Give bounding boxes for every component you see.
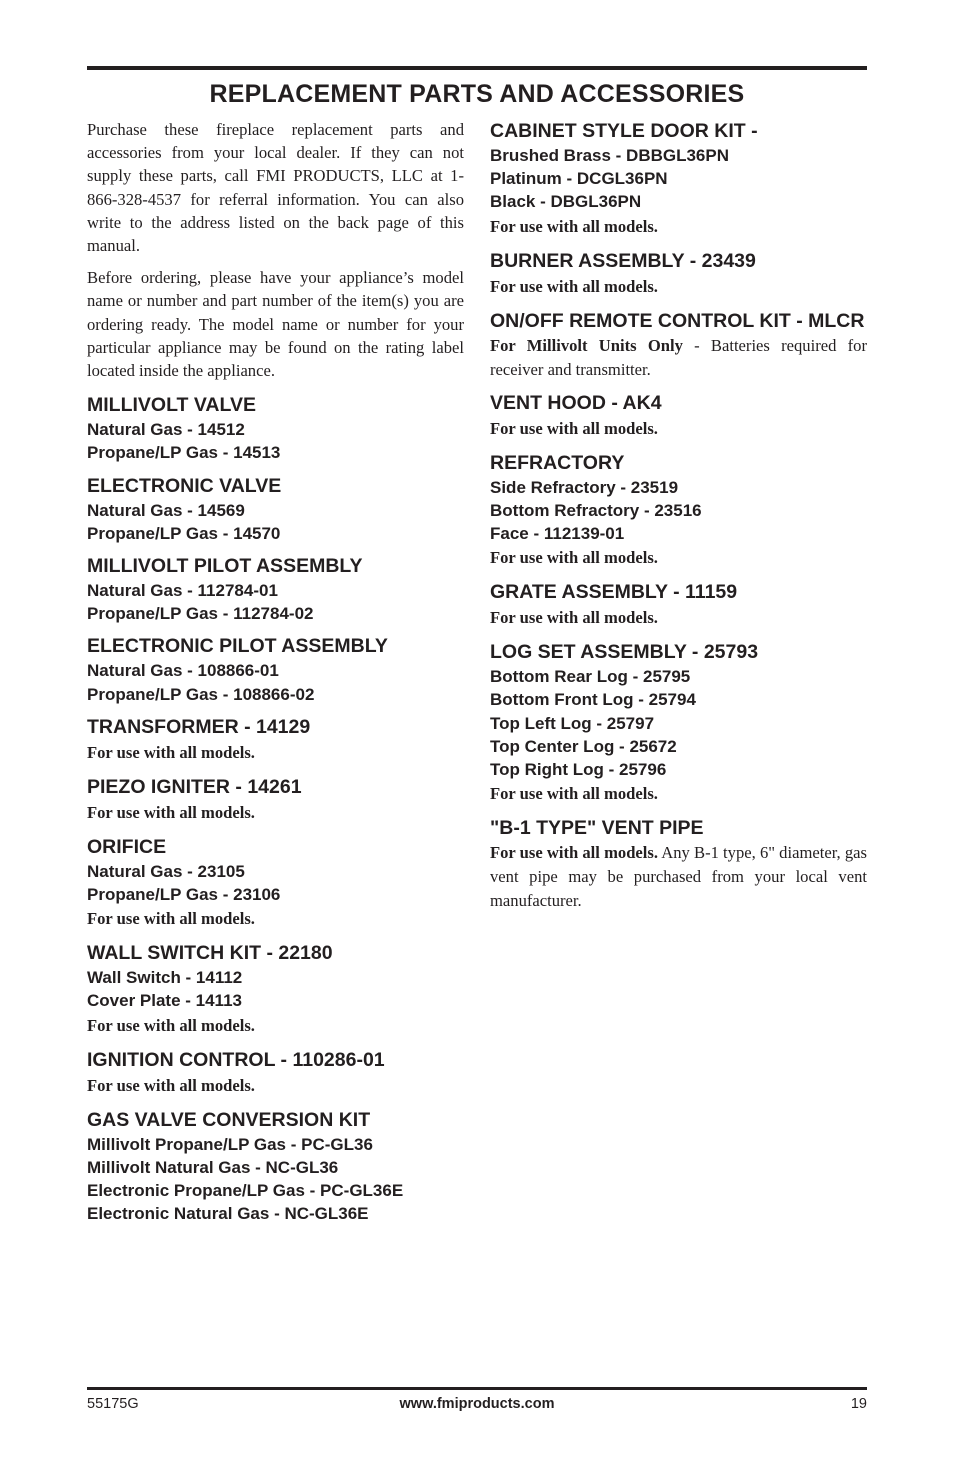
part-number-line: Propane/LP Gas - 108866-02 [87, 684, 315, 704]
part-number-line: Black - DBGL36PN [490, 192, 642, 212]
section-title: PIEZO IGNITER - 14261 [87, 775, 302, 798]
section-title: CABINET STYLE DOOR KIT - [490, 120, 758, 142]
part-number-line: Natural Gas - 112784-01 [87, 581, 278, 601]
usage-note: For use with all models. [490, 784, 658, 804]
section-title: WALL SWITCH KIT - 22180 [87, 942, 333, 965]
part-section [490, 390, 867, 442]
footer-rule [87, 1387, 867, 1390]
description-emphasis: For use with all models. [490, 843, 659, 863]
part-section [87, 774, 464, 826]
part-section [490, 815, 867, 913]
part-number-line: Top Right Log - 25796 [490, 760, 667, 780]
page-title: REPLACEMENT PARTS AND ACCESSORIES [209, 80, 745, 108]
intro-paragraph-1: Purchase these fireplace replacement parts and accessories from your local dealer. If they can not supply these parts, call FMI PRODUCTS, LLC at 1-866-328-4537 for referral information. You can also write to the address listed on the back page of this manual. [87, 120, 464, 256]
usage-note: For use with all models. [490, 548, 658, 568]
section-title: GAS VALVE CONVERSION KIT [87, 1108, 371, 1131]
page-number: 19 [850, 1396, 867, 1412]
section-title: TRANSFORMER - 14129 [87, 715, 311, 738]
part-section [87, 1047, 464, 1099]
part-number-line: Electronic Natural Gas - NC-GL36E [87, 1204, 369, 1224]
part-number-line: Side Refractory - 23519 [490, 477, 679, 497]
part-section [87, 1107, 464, 1226]
doc-number: 55175G [87, 1396, 139, 1412]
section-title: "B-1 TYPE" VENT PIPE [490, 817, 704, 840]
part-section [490, 308, 867, 382]
right-parts-list [490, 118, 867, 913]
part-number-line: Natural Gas - 14512 [87, 420, 245, 440]
part-section [490, 450, 867, 572]
part-number-line: Natural Gas - 23105 [87, 861, 245, 881]
part-section [87, 553, 464, 625]
usage-note: For use with all models. [490, 276, 658, 296]
section-title: ELECTRONIC PILOT ASSEMBLY [87, 635, 388, 658]
part-number-line: Propane/LP Gas - 14513 [87, 443, 281, 463]
part-section [87, 714, 464, 766]
left-parts-list [87, 392, 464, 1225]
part-number-line: Bottom Refractory - 23516 [490, 500, 702, 520]
section-description [490, 334, 867, 382]
section-description [490, 841, 867, 913]
part-number-line: Propane/LP Gas - 14570 [87, 523, 281, 543]
usage-note: For use with all models. [490, 418, 658, 438]
part-number-line: Natural Gas - 14569 [87, 500, 245, 520]
part-section [87, 834, 464, 932]
section-title: ORIFICE [87, 835, 167, 858]
part-section [490, 118, 867, 240]
usage-note: For use with all models. [87, 1015, 255, 1035]
top-rule [87, 66, 867, 70]
part-number-line: Propane/LP Gas - 23106 [87, 885, 281, 905]
section-title: ELECTRONIC VALVE [87, 474, 282, 497]
part-number-line: Cover Plate - 14113 [87, 991, 242, 1011]
usage-note: For use with all models. [87, 742, 255, 762]
section-title: ON/OFF REMOTE CONTROL KIT - MLCR [490, 309, 865, 332]
section-title: BURNER ASSEMBLY - 23439 [490, 249, 756, 272]
part-number-line: Platinum - DCGL36PN [490, 169, 668, 189]
description-emphasis: For Millivolt Units Only [490, 335, 683, 355]
section-title: MILLIVOLT VALVE [87, 394, 256, 417]
part-number-line: Top Center Log - 25672 [490, 736, 677, 756]
section-title: IGNITION CONTROL - 110286-01 [87, 1048, 385, 1071]
left-column [87, 118, 464, 1225]
part-number-line: Face - 112139-01 [490, 524, 625, 544]
intro-text [87, 118, 464, 382]
page-footer [87, 1396, 867, 1418]
description-text: - Batteries required for receiver and transmitter. [490, 335, 867, 379]
section-title: LOG SET ASSEMBLY - 25793 [490, 641, 759, 664]
part-number-line: Top Left Log - 25797 [490, 713, 655, 733]
website-link[interactable]: www.fmiproducts.com [399, 1396, 555, 1412]
part-section [87, 392, 464, 464]
part-number-line: Millivolt Propane/LP Gas - PC-GL36 [87, 1134, 373, 1154]
usage-note: For use with all models. [87, 1075, 255, 1095]
section-title: MILLIVOLT PILOT ASSEMBLY [87, 555, 363, 578]
usage-note: For use with all models. [87, 802, 255, 822]
part-number-line: Propane/LP Gas - 112784-02 [87, 604, 314, 624]
right-column [490, 118, 867, 913]
part-number-line: Natural Gas - 108866-01 [87, 661, 279, 681]
part-section [87, 473, 464, 545]
section-title: VENT HOOD - AK4 [490, 391, 662, 414]
part-number-line: Brushed Brass - DBBGL36PN [490, 146, 730, 165]
part-section [490, 639, 867, 807]
usage-note: For use with all models. [87, 909, 255, 929]
usage-note: For use with all models. [490, 216, 658, 236]
part-number-line: Electronic Propane/LP Gas - PC-GL36E [87, 1181, 404, 1201]
part-section [87, 633, 464, 705]
part-number-line: Millivolt Natural Gas - NC-GL36 [87, 1157, 339, 1177]
intro-paragraph-2: Before ordering, please have your appliance’s model name or number and part number of the item(s) you are ordering ready. The model name or number for your particular appliance may be found on the rating label located inside the appliance. [87, 268, 464, 381]
usage-note: For use with all models. [490, 608, 658, 628]
description-text: Any B-1 type, 6" diameter, gas vent pipe may be purchased from your local vent manufacturer. [490, 843, 867, 911]
part-section [490, 248, 867, 300]
part-section [490, 579, 867, 631]
part-number-line: Bottom Rear Log - 25795 [490, 667, 691, 687]
part-number-line: Bottom Front Log - 25794 [490, 690, 696, 710]
part-section [87, 940, 464, 1038]
section-title: GRATE ASSEMBLY - 11159 [490, 581, 738, 604]
section-title: REFRACTORY [490, 451, 625, 474]
part-number-line: Wall Switch - 14112 [87, 968, 243, 988]
